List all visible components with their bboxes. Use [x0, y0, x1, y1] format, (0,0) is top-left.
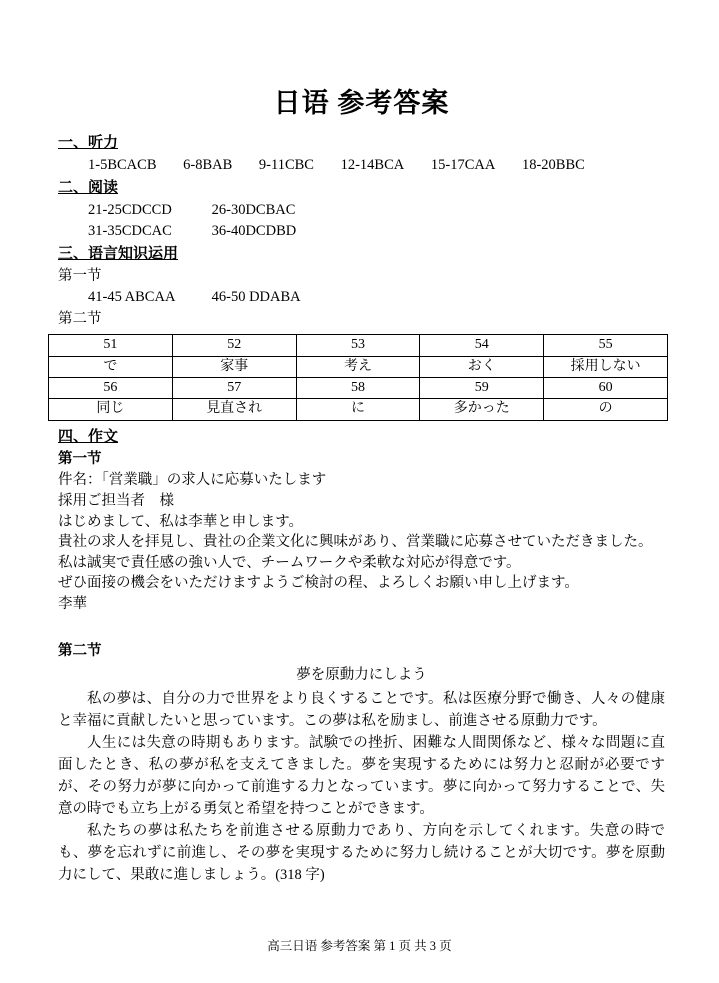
table-row	[49, 335, 668, 356]
page-title: 日语 参考答案	[273, 88, 450, 118]
table-cell: 見直され	[172, 399, 296, 420]
answer-group: 21-25CDCCD	[88, 201, 172, 218]
listening-answers	[58, 155, 665, 176]
answer-group: 9-11CBC	[258, 156, 314, 173]
writing-part1-label: 第一节	[58, 451, 102, 468]
letter-line: 私は誠実で責任感の強い人で、チームワークや柔軟な対応が得意です。	[58, 554, 521, 571]
cloze-answers-table	[48, 334, 668, 420]
essay-title: 夢を原動力にしよう	[296, 666, 427, 683]
language-part1-label: 第一节	[58, 268, 102, 285]
table-cell: 56	[49, 378, 173, 399]
answer-group: 1-5BCACB	[88, 156, 157, 173]
spacer	[58, 614, 665, 640]
table-cell: で	[49, 356, 173, 377]
section-language-heading: 三、语言知识运用	[58, 245, 179, 262]
table-cell: 53	[296, 335, 420, 356]
essay-paragraph: 人生には失意の時期もあります。試験での挫折、困難な人間関係など、様々な問題に直面したとき、私の夢が私を支えてきました。夢を実現するためには努力と忍耐が必要ですが、その努力が夢に向かって前進する力となっています。夢に向かって努力することで、失意の時でも立ち上がる勇気と希望を持つことができます。	[58, 734, 665, 817]
letter-line: 件名：「営業職」の求人に応募いたします	[58, 472, 327, 489]
section-reading-heading: 二、阅读	[58, 179, 119, 196]
letter-line: 貴社の求人を拝見し、貴社の企業文化に興味があり、営業職に応募させていただきました。	[58, 534, 653, 551]
reading-answers-row2	[58, 221, 665, 242]
answer-group: 31-35CDCAC	[88, 222, 172, 239]
essay-paragraph: 私の夢は、自分の力で世界をより良くすることです。私は医療分野で働き、人々の健康と幸福に貢献したいと思っています。この夢は私を励まし、前進させる原動力です。	[58, 690, 665, 729]
table-cell: 多かった	[420, 399, 544, 420]
letter-line: はじめまして、私は李華と申します。	[58, 513, 304, 530]
answer-group: 18-20BBC	[521, 156, 585, 173]
answer-group: 36-40DCDBD	[211, 222, 297, 239]
essay-paragraph: 私たちの夢は私たちを前進させる原動力であり、方向を示してくれます。失意の時でも、夢を忘れずに前進し、その夢を実現するために努力し続けることが大切です。夢を原動力にして、果敢に進しましょう。(318 字)	[58, 822, 665, 883]
section-listening-heading: 一、听力	[58, 135, 119, 152]
answer-group: 26-30DCBAC	[211, 201, 296, 218]
table-cell: 52	[172, 335, 296, 356]
table-cell: 考え	[296, 356, 420, 377]
answer-group: 46-50 DDABA	[211, 289, 301, 306]
answer-group: 12-14BCA	[340, 156, 405, 173]
answer-group: 41-45 ABCAA	[88, 289, 176, 306]
table-row	[49, 399, 668, 420]
answer-group: 15-17CAA	[430, 156, 496, 173]
table-cell: 家事	[172, 356, 296, 377]
table-cell: 55	[544, 335, 668, 356]
language-part1-answers	[58, 287, 665, 308]
table-cell: おく	[420, 356, 544, 377]
table-cell: 同じ	[49, 399, 173, 420]
table-cell: 採用しない	[544, 356, 668, 377]
table-cell: に	[296, 399, 420, 420]
section-writing-heading: 四、作文	[58, 428, 119, 445]
table-cell: 59	[420, 378, 544, 399]
language-part2-label: 第二节	[58, 311, 102, 328]
table-cell: 51	[49, 335, 173, 356]
letter-line: 李華	[58, 595, 87, 612]
answer-group: 6-8BAB	[183, 156, 233, 173]
table-row	[49, 356, 668, 377]
table-cell: 54	[420, 335, 544, 356]
table-cell: の	[544, 399, 668, 420]
table-cell: 60	[544, 378, 668, 399]
table-row	[49, 378, 668, 399]
table-cell: 58	[296, 378, 420, 399]
page-footer: 高三日语 参考答案 第 1 页 共 3 页	[267, 938, 452, 953]
reading-answers-row1	[58, 200, 665, 221]
table-cell: 57	[172, 378, 296, 399]
letter-line: ぜひ面接の機会をいただけますようご検討の程、よろしくお願い申し上げます。	[58, 575, 579, 592]
letter-line: 採用ご担当者 様	[58, 493, 174, 510]
writing-part2-label: 第二节	[58, 643, 102, 660]
